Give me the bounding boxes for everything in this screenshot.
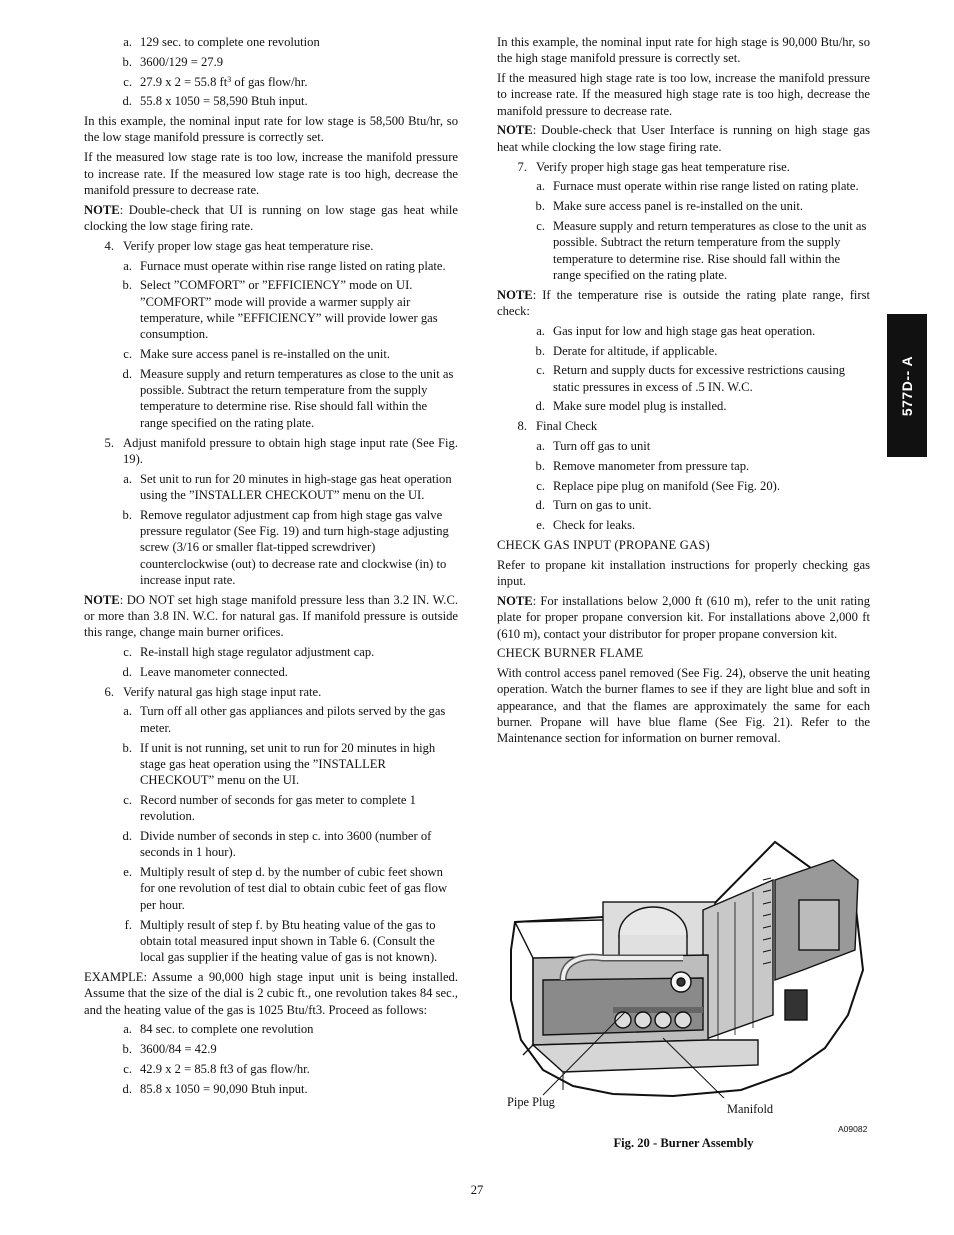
list-item: b. Remove regulator adjustment cap from high stage gas valve pressure regulator (See Fig. 19) and turn high-stage adjusting screw (3/16 or smaller flat-tipped screwdriver) counterclockwise (out) to decrease rate and clockwise (in) to increase input rate. bbox=[122, 507, 449, 587]
paragraph: If the measured low stage rate is too low, increase the manifold pressure to increase rate. If the measured low stage rate is too high, decrease the manifold pressure to decrease rate. bbox=[84, 150, 458, 197]
step-7: 7. Verify proper high stage gas heat temperature rise. bbox=[517, 159, 790, 174]
list-item: c. Re-install high stage regulator adjustment cap. bbox=[123, 645, 375, 660]
page-number: 27 bbox=[470, 1183, 484, 1197]
paragraph: If the measured high stage rate is too low, increase the manifold pressure to increase rate. If the measured high stage rate is too high, decrease the manifold pressure to decrease rate. bbox=[497, 71, 870, 118]
note: NOTE: Double-check that User Interface is running on high stage gas heat while clocking the low stage firing rate. bbox=[497, 123, 870, 154]
burner-assembly-figure bbox=[503, 840, 871, 1098]
list-item: c. 42.9 x 2 = 85.8 ft3 of gas flow/hr. bbox=[123, 1061, 310, 1076]
list-item: b. Make sure access panel is re-installed on the unit. bbox=[535, 199, 804, 214]
pipe-plug-label: Pipe Plug bbox=[507, 1095, 555, 1109]
list-item: a. Turn off gas to unit bbox=[536, 439, 651, 454]
note: NOTE: For installations below 2,000 ft (610 m), refer to the unit rating plate for proper propane conversion kit. For installations above 2,000 ft (610 m), contact your distributor for proper propane conversion kit. bbox=[497, 593, 870, 641]
step-4: 4. Verify proper low stage gas heat temperature rise. bbox=[104, 238, 374, 253]
list-item: f. Multiply result of step f. by Btu heating value of the gas to obtain total measured input shown in Table 6. (Consult the local gas supplier if the heating value of gas is not known). bbox=[124, 917, 438, 965]
manifold-label: Manifold bbox=[727, 1102, 774, 1116]
left-column bbox=[84, 34, 458, 1101]
list-item: d. 85.8 x 1050 = 90,090 Btuh input. bbox=[122, 1081, 308, 1096]
list-item: c. Return and supply ducts for excessive restrictions causing static pressures in excess of .5 IN. W.C. bbox=[536, 363, 846, 394]
section-heading-propane: CHECK GAS INPUT (PROPANE GAS) bbox=[497, 538, 710, 553]
list-item: a. Furnace must operate within rise range listed on rating plate. bbox=[536, 179, 859, 194]
list-item: d. Turn on gas to unit. bbox=[535, 498, 652, 513]
step-6: 6. Verify natural gas high stage input rate. bbox=[104, 684, 322, 699]
example-paragraph: EXAMPLE: Assume a 90,000 high stage input unit is being installed. Assume that the size of the dial is 2 cubic ft., one revolution takes 84 sec., and the heating value of the gas is 1025 Btu/ft3. Proceed as follows: bbox=[84, 969, 458, 1017]
list-item: e. Check for leaks. bbox=[536, 518, 636, 533]
list-item: a. Turn off all other gas appliances and pilots served by the gas meter. bbox=[123, 704, 446, 735]
list-item: a. Furnace must operate within rise range listed on rating plate. bbox=[123, 258, 446, 273]
section-heading-burner-flame: CHECK BURNER FLAME bbox=[497, 646, 644, 661]
right-column bbox=[497, 34, 870, 750]
list-item: c. Replace pipe plug on manifold (See Fig. 20). bbox=[536, 478, 780, 493]
note: NOTE: If the temperature rise is outside the rating plate range, first check: bbox=[497, 287, 870, 318]
list-item: c. Record number of seconds for gas meter to complete 1 revolution. bbox=[123, 792, 416, 824]
list-item: d. Divide number of seconds in step c. into 3600 (number of seconds in 1 hour). bbox=[122, 829, 432, 860]
side-tab: 577D-- A bbox=[887, 314, 927, 457]
list-item: c. 27.9 x 2 = 55.8 $ft^3$ of gas flow/hr. bbox=[123, 74, 308, 89]
list-item: e. Multiply result of step d. by the number of cubic feet shown for one revolution of test dial to obtain cubic feet of gas flow per hour. bbox=[123, 865, 448, 912]
figure-code: A09082 bbox=[838, 1124, 868, 1134]
list-item: d. 55.8 x 1050 = 58,590 Btuh input. bbox=[122, 94, 308, 109]
list-item: b. Select ”COMFORT” or ”EFFICIENCY” mode on UI. ”COMFORT” mode will provide a warmer supply air temperature, while ”EFFICIENCY” will provide lower gas consumption. bbox=[122, 278, 438, 342]
list-item: b. 3600/129 = 27.9 bbox=[122, 54, 224, 69]
list-item: b. 3600/84 = 42.9 bbox=[122, 1042, 217, 1057]
step-8: 8. Final Check bbox=[517, 419, 598, 434]
note: NOTE: Double-check that UI is running on low stage gas heat while clocking the low stage firing rate. bbox=[84, 202, 458, 233]
list-item: d. Measure supply and return temperatures as close to the unit as possible. Subtract the return temperature from the supply temperature to determine rise. Rise should fall within the range specified on the rating plate. bbox=[122, 366, 454, 430]
paragraph: In this example, the nominal input rate for high stage is 90,000 Btu/hr, so the high stage manifold pressure is correctly set. bbox=[497, 35, 870, 66]
list-item: b. Derate for altitude, if applicable. bbox=[535, 343, 718, 358]
list-item: b. If unit is not running, set unit to run for 20 minutes in high stage gas heat operation using the ”INSTALLER CHECKOUT” menu on the UI. bbox=[122, 740, 436, 788]
list-item: c. Make sure access panel is re-installed on the unit. bbox=[123, 347, 391, 362]
list-item: c. Measure supply and return temperatures as close to the unit as possible. Subtract the return temperature from the supply temperature to determine rise. Rise should fall within the range specified on the rating plate. bbox=[536, 218, 867, 282]
paragraph: In this example, the nominal input rate for low stage is 58,500 Btu/hr, so the low stage manifold pressure is correctly set. bbox=[84, 114, 458, 145]
list-item: a. Set unit to run for 20 minutes in high-stage gas heat operation using the ”INSTALLER CHECKOUT” menu on the UI. bbox=[123, 471, 452, 502]
step-5: 5. Adjust manifold pressure to obtain high stage input rate (See Fig. 19). bbox=[104, 435, 458, 466]
list-item: a. 84 sec. to complete one revolution bbox=[123, 1022, 314, 1037]
list-item: d. Make sure model plug is installed. bbox=[535, 399, 727, 414]
note: NOTE: DO NOT set high stage manifold pressure less than 3.2 IN. W.C. or more than 3.8 IN. W.C. for natural gas. If manifold pressure is outside this range, change main burner orifices. bbox=[84, 592, 458, 640]
list-item: a. 129 sec. to complete one revolution bbox=[123, 35, 320, 49]
paragraph: With control access panel removed (See Fig. 24), observe the unit heating operation. Watch the burner flames to see if they are light blue and soft in appearance, and that the flames are approximately the same for each burner. Propane will have blue flame (See Fig. 21). Refer to the Maintenance section for information on burner removal. bbox=[497, 666, 870, 746]
figure-caption: Fig. 20 - Burner Assembly bbox=[613, 1136, 754, 1150]
paragraph: Refer to propane kit installation instructions for properly checking gas input. bbox=[497, 557, 870, 589]
list-item: a. Gas input for low and high stage gas heat operation. bbox=[536, 323, 816, 338]
list-item: d. Leave manometer connected. bbox=[122, 664, 288, 679]
list-item: b. Remove manometer from pressure tap. bbox=[535, 458, 750, 473]
